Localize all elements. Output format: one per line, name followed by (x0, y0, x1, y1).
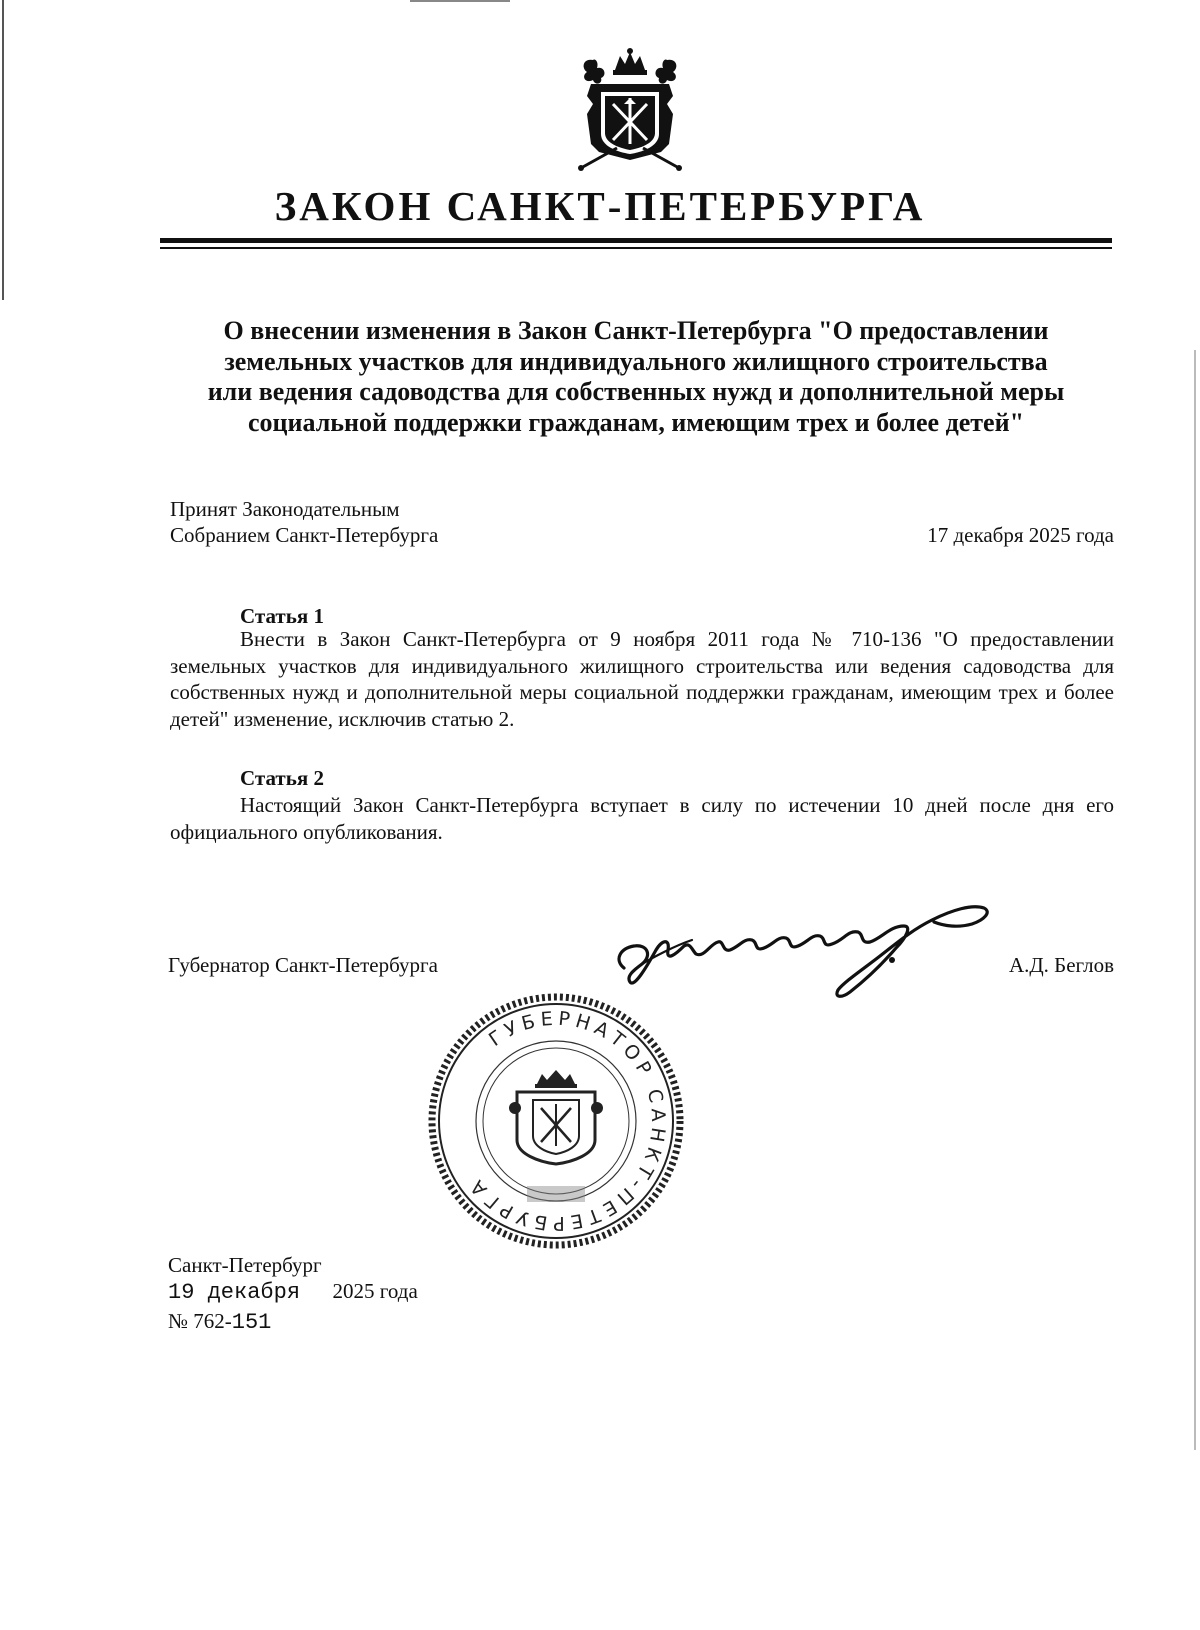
scan-edge-left (2, 0, 4, 300)
title-rule-thin (160, 247, 1112, 249)
signing-year: 2025 года (332, 1279, 418, 1303)
title-rule-thick (160, 238, 1112, 243)
document-title: ЗАКОН САНКТ-ПЕТЕРБУРГА (274, 183, 926, 229)
law-number-typed: 151 (231, 1310, 272, 1335)
signing-date (168, 1278, 418, 1306)
law-number-prefix: № 762- (168, 1309, 232, 1333)
adoption-body (170, 496, 438, 548)
law-number (168, 1308, 271, 1336)
article-1-title: Статья 1 (240, 604, 324, 628)
seal-text: ГУБЕРНАТОР САНКТ-ПЕТЕРБУРГА (463, 1007, 670, 1235)
signing-place: Санкт-Петербург (168, 1253, 322, 1277)
saint-petersburg-coat-of-arms-icon (573, 48, 687, 172)
adoption-line-1: Принят Законодательным (170, 497, 400, 521)
article-2-text (170, 792, 1114, 845)
scan-edge-right (1194, 350, 1196, 1450)
law-heading-line: социальной поддержки гражданам, имеющим трех и более детей" (247, 407, 1025, 437)
law-heading (160, 316, 1112, 438)
adoption-line-2: Собранием Санкт-Петербурга (170, 523, 439, 547)
governor-position: Губернатор Санкт-Петербурга (168, 953, 438, 977)
article-2-paragraph: Настоящий Закон Санкт-Петербурга вступает в силу по истечении 10 дней после дня его официального опубликования. (170, 793, 1114, 844)
scan-mark-top (410, 0, 510, 2)
article-1-text (170, 626, 1114, 732)
governor-name: А.Д. Беглов (1008, 953, 1114, 977)
article-2-title: Статья 2 (240, 766, 324, 790)
handwritten-signature-icon (612, 898, 1012, 1003)
law-heading-line: О внесении изменения в Закон Санкт-Петербурга "О предоставлении (223, 316, 1049, 345)
adoption-date: 17 декабря 2025 года (927, 523, 1114, 547)
article-1-paragraph: Внести в Закон Санкт-Петербурга от 9 ноября 2011 года № 710-136 "О предоставлении земельных участков для индивидуального жилищного строительства или ведения садоводства для собственных нужд и дополнительной меры социальной поддержки гражданам, имеющим трех и более детей" изменение, исключив статью 2. (170, 627, 1114, 731)
official-seal-icon (425, 990, 687, 1252)
law-heading-line: или ведения садоводства для собственных нужд и дополнительной меры (207, 377, 1065, 406)
signing-date-typed: 19 декабря (168, 1280, 301, 1305)
law-heading-line: земельных участков для индивидуального жилищного строительства (224, 346, 1048, 376)
